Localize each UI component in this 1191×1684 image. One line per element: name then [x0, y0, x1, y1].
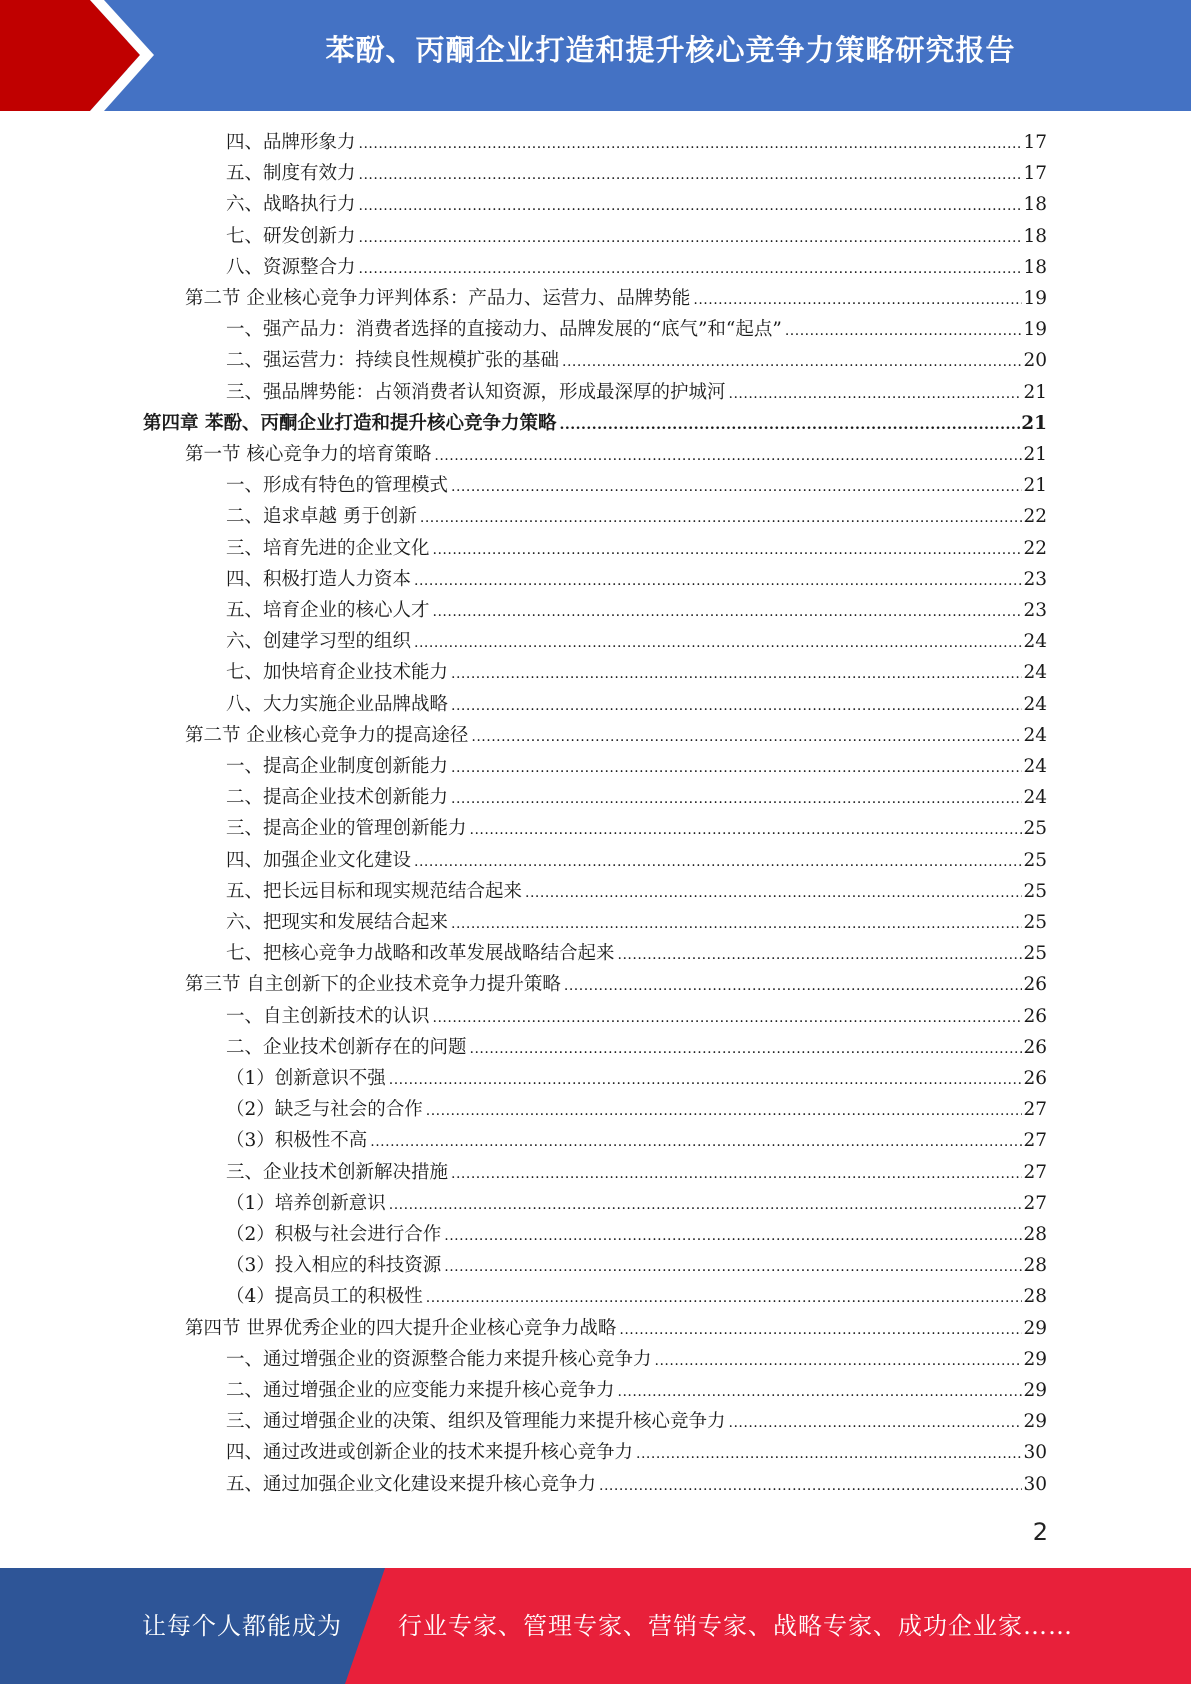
toc-entry-page: 20 — [1023, 350, 1047, 372]
toc-dot-leader — [359, 160, 1023, 191]
toc-dot-leader — [359, 191, 1023, 222]
toc-entry-title: 六、把现实和发展结合起来 — [226, 912, 449, 933]
toc-entry-title: 四、加强企业文化建设 — [226, 849, 412, 871]
toc-entry-title: 三、提高企业的管理创新能力 — [226, 818, 467, 840]
toc-entry-title: 三、培育先进的企业文化 — [226, 537, 430, 559]
toc-entry-title: 二、企业技术创新存在的问题 — [226, 1036, 467, 1058]
toc-entry-page: 27 — [1023, 1161, 1047, 1183]
toc-dot-leader — [525, 878, 1022, 909]
toc-entry[interactable] — [226, 221, 1047, 252]
toc-dot-leader — [451, 659, 1022, 690]
toc-entry-title: 第四章 苯酚、丙酮企业打造和提升核心竞争力策略 — [143, 412, 557, 434]
toc-entry-page: 29 — [1023, 1348, 1047, 1370]
toc-entry[interactable] — [185, 439, 1047, 470]
toc-dot-leader — [444, 1221, 1022, 1252]
toc-entry-page: 19 — [1023, 319, 1047, 341]
toc-entry-page: 28 — [1023, 1286, 1047, 1308]
toc-entry-page: 23 — [1023, 568, 1047, 590]
toc-entry-title: （2）缺乏与社会的合作 — [226, 1099, 423, 1121]
toc-entry-title: 七、研发创新力 — [226, 225, 356, 247]
toc-entry-page: 21 — [1023, 475, 1047, 497]
toc-entry[interactable] — [226, 252, 1047, 283]
toc-entry[interactable] — [226, 189, 1047, 220]
toc-dot-leader — [451, 1159, 1022, 1190]
toc-entry-title: 第一节 核心竞争力的培育策略 — [185, 444, 432, 465]
toc-entry-page: 18 — [1023, 256, 1047, 278]
toc-dot-leader — [655, 1346, 1023, 1377]
toc-dot-leader — [599, 1471, 1022, 1502]
toc-entry-title: 五、把长远目标和现实规范结合起来 — [226, 880, 523, 902]
toc-entry-title: 第二节 企业核心竞争力的提高途径 — [185, 724, 469, 746]
toc-dot-leader — [426, 1283, 1023, 1314]
toc-entry[interactable] — [226, 533, 1047, 564]
toc-dot-leader — [470, 1034, 1023, 1065]
toc-entry-title: （1）培养创新意识 — [226, 1192, 386, 1214]
toc-entry-title: 八、大力实施企业品牌战略 — [226, 693, 449, 715]
toc-entry-title: 一、通过增强企业的资源整合能力来提升核心竞争力 — [226, 1348, 652, 1370]
toc-entry-page: 21 — [1023, 381, 1047, 403]
toc-entry[interactable] — [226, 1001, 1047, 1032]
toc-entry-title: 第三节 自主创新下的企业技术竞争力提升策略 — [185, 974, 561, 996]
toc-entry-page: 25 — [1023, 818, 1047, 840]
toc-entry-page: 27 — [1023, 1099, 1047, 1121]
toc-entry-title: 二、提高企业技术创新能力 — [226, 787, 449, 809]
toc-entry-title: 第二节 企业核心竞争力评判体系：产品力、运营力、品牌势能 — [185, 288, 691, 309]
toc-entry-page: 30 — [1023, 1442, 1047, 1464]
toc-entry-page: 23 — [1023, 600, 1047, 621]
toc-entry[interactable] — [226, 564, 1047, 595]
toc-dot-leader — [370, 1127, 1022, 1158]
toc-entry-page: 26 — [1023, 974, 1047, 996]
toc-dot-leader — [433, 1003, 1023, 1034]
toc-entry[interactable] — [226, 158, 1047, 189]
footer-slogan-left: 让每个人都能成为 — [142, 1612, 342, 1640]
toc-entry[interactable] — [226, 907, 1047, 938]
toc-entry[interactable] — [226, 1375, 1047, 1406]
toc-dot-leader — [636, 1439, 1022, 1470]
toc-entry-page: 24 — [1023, 756, 1047, 777]
toc-entry-title: 二、追求卓越 勇于创新 — [226, 506, 417, 528]
toc-entry-title: 二、强运营力：持续良性规模扩张的基础 — [226, 350, 560, 372]
toc-entry-page: 26 — [1023, 1036, 1047, 1058]
toc-entry[interactable] — [226, 782, 1047, 813]
toc-entry-page: 29 — [1023, 1411, 1047, 1433]
toc-entry[interactable] — [226, 595, 1047, 626]
toc-dot-leader — [359, 223, 1023, 254]
toc-entry-page: 21 — [1023, 444, 1047, 465]
toc-entry[interactable] — [226, 1157, 1047, 1188]
toc-dot-leader — [433, 597, 1023, 628]
toc-dot-leader — [451, 691, 1022, 722]
toc-entry[interactable] — [226, 377, 1047, 408]
toc-entry[interactable] — [226, 1406, 1047, 1437]
toc-entry-page: 25 — [1023, 880, 1047, 902]
toc-entry-page: 19 — [1023, 288, 1047, 309]
toc-entry-title: 五、通过加强企业文化建设来提升核心竞争力 — [226, 1473, 597, 1495]
toc-entry-page: 18 — [1023, 225, 1047, 247]
toc-entry-page: 24 — [1023, 662, 1047, 684]
toc-entry[interactable] — [226, 626, 1047, 657]
toc-entry[interactable] — [143, 408, 1047, 439]
toc-entry[interactable] — [185, 283, 1047, 314]
toc-entry-title: 三、企业技术创新解决措施 — [226, 1161, 449, 1183]
toc-entry-title: 五、培育企业的核心人才 — [226, 600, 430, 621]
toc-entry-title: 二、通过增强企业的应变能力来提升核心竞争力 — [226, 1380, 615, 1401]
toc-entry[interactable] — [185, 1313, 1047, 1344]
toc-entry-page: 30 — [1023, 1473, 1047, 1495]
toc-entry-title: 七、把核心竞争力战略和改革发展战略结合起来 — [226, 943, 615, 965]
toc-entry[interactable] — [226, 689, 1047, 720]
toc-entry[interactable] — [226, 314, 1047, 345]
toc-entry-page: 29 — [1023, 1317, 1047, 1339]
toc-entry[interactable] — [226, 876, 1047, 907]
toc-entry-title: （1）创新意识不强 — [226, 1068, 386, 1089]
toc-entry-page: 26 — [1023, 1005, 1047, 1027]
toc-entry-title: 三、通过增强企业的决策、组织及管理能力来提升核心竞争力 — [226, 1411, 726, 1433]
toc-entry-title: 四、品牌形象力 — [226, 132, 356, 153]
toc-entry-page: 28 — [1023, 1224, 1047, 1245]
toc-entry-page: 25 — [1023, 943, 1047, 965]
toc-entry[interactable] — [226, 470, 1047, 501]
toc-entry-title: 第四节 世界优秀企业的四大提升企业核心竞争力战略 — [185, 1317, 617, 1339]
toc-entry-page: 24 — [1023, 787, 1047, 809]
toc-dot-leader — [451, 909, 1022, 940]
toc-entry-page: 26 — [1023, 1068, 1047, 1089]
page-header — [0, 0, 1191, 111]
toc-dot-leader — [434, 441, 1022, 472]
toc-entry-title: 一、形成有特色的管理模式 — [226, 475, 449, 497]
toc-entry-title: 一、提高企业制度创新能力 — [226, 756, 449, 777]
toc-entry[interactable] — [185, 720, 1047, 751]
toc-entry[interactable] — [226, 1032, 1047, 1063]
toc-entry-title: 三、强品牌势能：占领消费者认知资源，形成最深厚的护城河 — [226, 381, 726, 403]
toc-dot-leader — [693, 285, 1022, 316]
toc-entry-title: 六、创建学习型的组织 — [226, 631, 412, 653]
toc-entry[interactable] — [226, 1219, 1047, 1250]
toc-dot-leader — [420, 503, 1023, 534]
toc-entry-title: 一、强产品力：消费者选择的直接动力、品牌发展的“底气”和“起点” — [226, 319, 782, 341]
toc-entry[interactable] — [226, 1125, 1047, 1156]
toc-dot-leader — [618, 1377, 1023, 1408]
footer-slogan-right: 行业专家、管理专家、营销专家、战略专家、成功企业家…… — [398, 1612, 1073, 1640]
toc-dot-leader — [389, 1190, 1023, 1221]
toc-entry-page: 27 — [1023, 1192, 1047, 1214]
toc-entry-title: （2）积极与社会进行合作 — [226, 1224, 442, 1245]
toc-entry-title: 七、加快培育企业技术能力 — [226, 662, 449, 684]
toc-dot-leader — [785, 316, 1023, 347]
toc-entry-title: 五、制度有效力 — [226, 163, 356, 185]
toc-entry[interactable] — [226, 751, 1047, 782]
report-title: 苯酚、丙酮企业打造和提升核心竞争力策略研究报告 — [325, 33, 1016, 67]
toc-entry-page: 27 — [1023, 1130, 1047, 1152]
toc-entry[interactable] — [226, 1188, 1047, 1219]
toc-dot-leader — [359, 254, 1023, 285]
toc-dot-leader — [618, 940, 1023, 971]
toc-dot-leader — [414, 847, 1022, 878]
toc-entry-page: 17 — [1023, 163, 1047, 185]
toc-dot-leader — [564, 971, 1023, 1002]
toc-entry[interactable] — [226, 127, 1047, 158]
toc-dot-leader — [451, 784, 1022, 815]
toc-entry-title: （3）投入相应的科技资源 — [226, 1255, 442, 1277]
toc-dot-leader — [559, 410, 1020, 441]
toc-dot-leader — [562, 347, 1022, 378]
toc-entry-page: 17 — [1023, 132, 1047, 153]
toc-entry-title: 八、资源整合力 — [226, 256, 356, 278]
toc-dot-leader — [414, 628, 1022, 659]
toc-dot-leader — [451, 472, 1022, 503]
toc-entry[interactable] — [226, 345, 1047, 376]
toc-entry-page: 29 — [1023, 1380, 1047, 1401]
toc-entry[interactable] — [226, 813, 1047, 844]
toc-entry[interactable] — [226, 845, 1047, 876]
toc-entry[interactable] — [185, 969, 1047, 1000]
toc-entry-title: （3）积极性不高 — [226, 1130, 368, 1152]
toc-entry-page: 24 — [1023, 724, 1047, 746]
toc-dot-leader — [414, 566, 1022, 597]
toc-dot-leader — [729, 1408, 1023, 1439]
toc-entry-title: 四、积极打造人力资本 — [226, 568, 412, 590]
toc-dot-leader — [359, 129, 1023, 160]
toc-entry-page: 24 — [1023, 693, 1047, 715]
toc-entry[interactable] — [226, 938, 1047, 969]
toc-entry[interactable] — [226, 1094, 1047, 1125]
toc-entry-page: 25 — [1023, 849, 1047, 871]
page-number: 2 — [1032, 1518, 1048, 1546]
toc-entry[interactable] — [226, 1437, 1047, 1468]
toc-entry[interactable] — [226, 1250, 1047, 1281]
toc-dot-leader — [426, 1096, 1023, 1127]
toc-dot-leader — [729, 379, 1023, 410]
toc-entry[interactable] — [226, 501, 1047, 532]
header-arrow-decoration — [0, 0, 160, 111]
toc-entry[interactable] — [226, 1469, 1047, 1500]
toc-entry[interactable] — [226, 1063, 1047, 1094]
toc-dot-leader — [619, 1315, 1022, 1346]
toc-entry-page: 22 — [1023, 506, 1047, 528]
toc-entry-title: （4）提高员工的积极性 — [226, 1286, 423, 1308]
toc-entry-page: 22 — [1023, 537, 1047, 559]
toc-entry-title: 一、自主创新技术的认识 — [226, 1005, 430, 1027]
toc-entry-page: 28 — [1023, 1255, 1047, 1277]
toc-entry-title: 四、通过改进或创新企业的技术来提升核心竞争力 — [226, 1442, 634, 1464]
toc-entry-title: 六、战略执行力 — [226, 194, 356, 216]
toc-dot-leader — [470, 815, 1023, 846]
toc-entry[interactable] — [226, 657, 1047, 688]
toc-dot-leader — [444, 1252, 1022, 1283]
toc-dot-leader — [451, 753, 1022, 784]
toc-entry-page: 21 — [1021, 412, 1047, 434]
toc-dot-leader — [471, 722, 1022, 753]
toc-entry-page: 25 — [1023, 912, 1047, 933]
toc-entry-page: 24 — [1023, 631, 1047, 653]
toc-dot-leader — [389, 1065, 1023, 1096]
toc-dot-leader — [433, 535, 1023, 566]
toc-entry-page: 18 — [1023, 194, 1047, 216]
toc-entry[interactable] — [226, 1344, 1047, 1375]
toc-entry[interactable] — [226, 1281, 1047, 1312]
page-footer — [0, 1568, 1191, 1684]
